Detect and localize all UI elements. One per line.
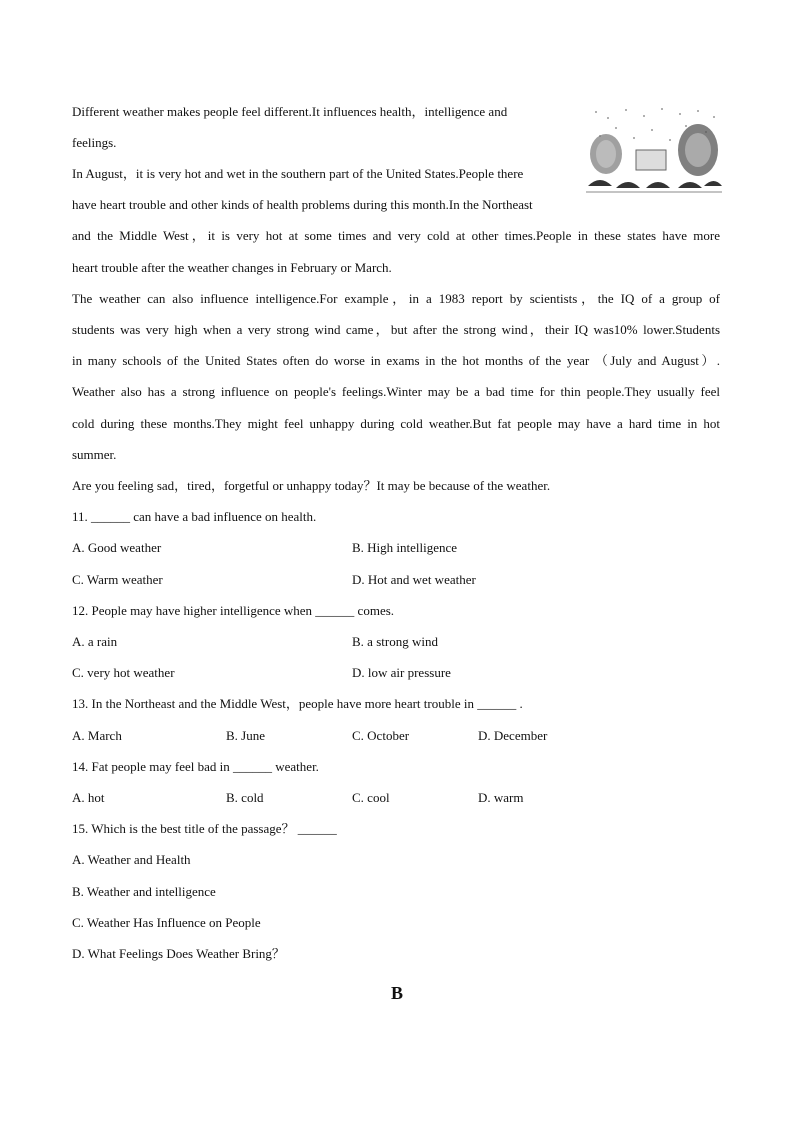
passage-line: heart trouble after the weather changes in February or March. (72, 260, 392, 275)
answer-option[interactable]: B. June (226, 728, 265, 743)
passage-line: Weather also has a strong influence on people's feelings.Winter may be a bad time for thin people.They usually feel (72, 384, 720, 399)
passage-line: in many schools of the United States often do worse in exams in the hot months of the year （July and August）. (72, 353, 720, 368)
question-stem: 13. In the Northeast and the Middle West，people have more heart trouble in ______ . (72, 696, 523, 711)
answer-option[interactable]: B. Weather and intelligence (72, 884, 216, 899)
answer-option[interactable]: C. cool (352, 790, 390, 805)
question-stem: 15. Which is the best title of the passage？ ______ (72, 821, 337, 836)
passage-line: In August，it is very hot and wet in the southern part of the United States.People there (72, 166, 524, 181)
passage-line: The weather can also influence intelligence.For example，in a 1983 report by scientists，the IQ of a group of (72, 291, 720, 306)
answer-option[interactable]: C. Weather Has Influence on People (72, 915, 261, 930)
passage-line: summer. (72, 447, 117, 462)
section-heading: B (390, 983, 403, 1003)
answer-option[interactable]: A. March (72, 728, 122, 743)
weather-illustration (586, 104, 722, 198)
answer-option[interactable]: A. Weather and Health (72, 852, 191, 867)
answer-option[interactable]: B. High intelligence (352, 540, 458, 555)
answer-option[interactable]: B. a strong wind (352, 634, 438, 649)
answer-option[interactable]: D. Hot and wet weather (352, 572, 476, 587)
answer-option[interactable]: B. cold (226, 790, 264, 805)
answer-option[interactable]: C. Warm weather (72, 572, 163, 587)
passage-line: students was very high when a very strong wind came，but after the strong wind，their IQ was10% lower.Students (72, 322, 720, 337)
answer-option[interactable]: C. October (352, 728, 410, 743)
question-stem: 11. ______ can have a bad influence on health. (72, 509, 317, 524)
question-stem: 12. People may have higher intelligence when ______ comes. (72, 603, 395, 618)
passage-line: cold during these months.They might feel unhappy during cold weather.But fat people may have a hard time in hot (72, 416, 720, 431)
answer-option[interactable]: D. What Feelings Does Weather Bring？ (72, 946, 285, 961)
passage-line: and the Middle West，it is very hot at some times and very cold at other times.People in these states have more (72, 228, 720, 243)
passage-line: have heart trouble and other kinds of health problems during this month.In the Northeast (72, 197, 533, 212)
answer-option[interactable]: A. a rain (72, 634, 118, 649)
people-in-weather-picture (586, 104, 722, 198)
passage-line: Are you feeling sad，tired，forgetful or unhappy today？It may be because of the weather. (72, 478, 551, 493)
answer-option[interactable]: D. warm (478, 790, 524, 805)
question-stem: 14. Fat people may feel bad in ______ weather. (72, 759, 319, 774)
passage-line: feelings. (72, 135, 117, 150)
answer-option[interactable]: C. very hot weather (72, 665, 175, 680)
answer-option[interactable]: D. low air pressure (352, 665, 451, 680)
answer-option[interactable]: D. December (478, 728, 548, 743)
passage-line: Different weather makes people feel different.It influences health，intelligence and (72, 104, 508, 119)
answer-option[interactable]: A. hot (72, 790, 105, 805)
answer-option[interactable]: A. Good weather (72, 540, 162, 555)
